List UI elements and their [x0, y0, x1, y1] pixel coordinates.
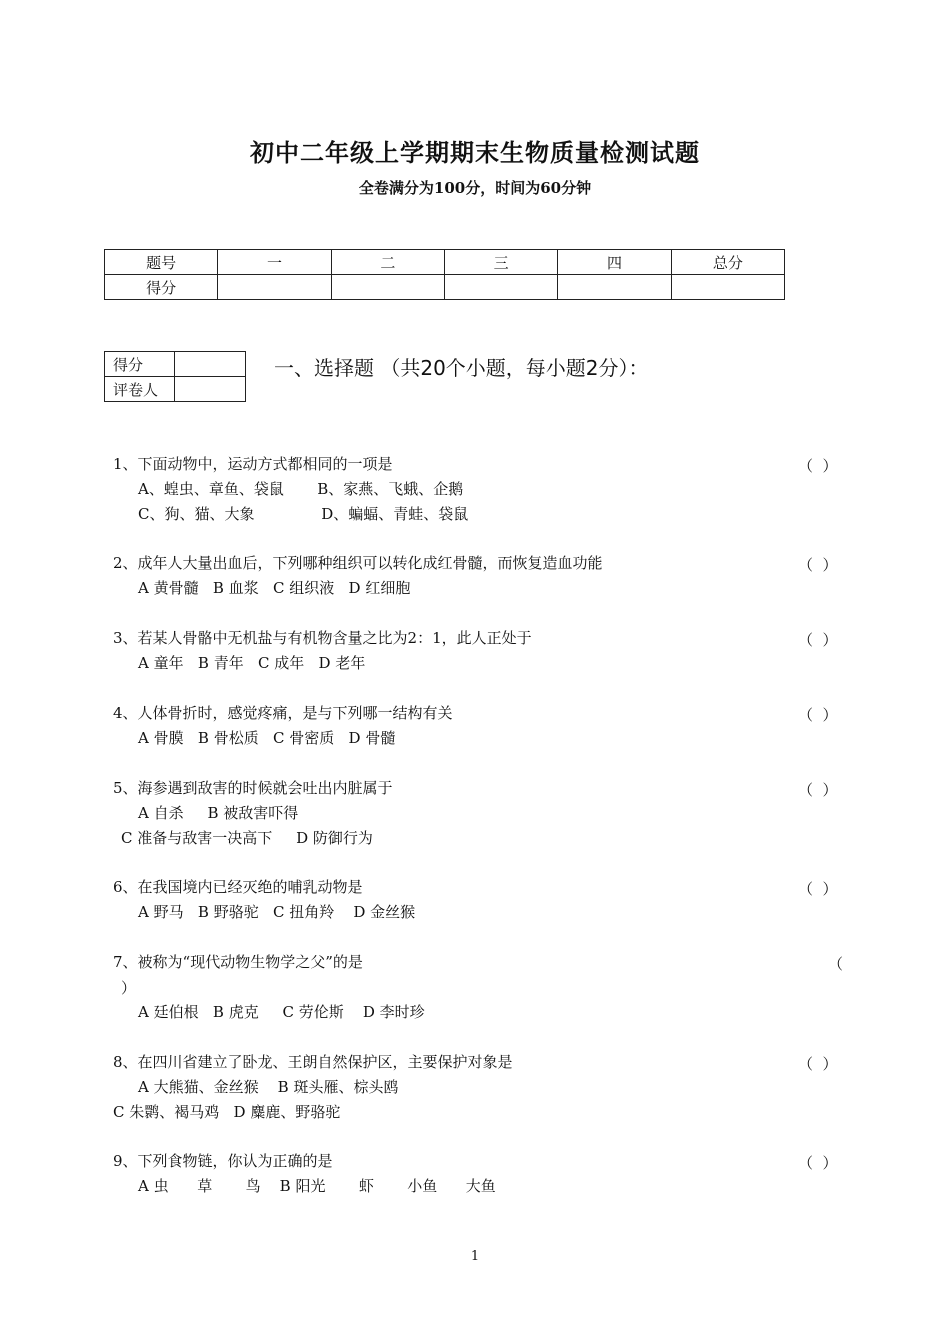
grader-box	[104, 351, 246, 402]
question-4-stem: 4、人体骨折时，感觉疼痛，是与下列哪一结构有关	[113, 704, 453, 722]
question-9-stem: 9、下列食物链，你认为正确的是	[113, 1152, 333, 1170]
table-cell: 得分	[105, 275, 218, 300]
table-row	[105, 250, 785, 275]
question-option-line: A 廷伯根 B 虎克 C 劳伦斯 D 李时珍	[138, 1003, 425, 1021]
question-option-line: A 虫 草 鸟 B 阳光 虾 小鱼 大鱼	[138, 1177, 496, 1195]
answer-paren[interactable]: （ ）	[798, 556, 838, 574]
score-input-cell[interactable]	[331, 275, 444, 300]
grader-score-cell[interactable]	[175, 352, 246, 377]
table-row	[105, 377, 246, 402]
section-heading: 一、选择题 （共20个小题，每小题2分）：	[274, 356, 649, 380]
question-option-line: A 大熊猫、金丝猴 B 斑头雁、棕头鸥	[138, 1078, 399, 1096]
page-number: 1	[470, 1249, 480, 1264]
answer-paren[interactable]: （ ）	[798, 1055, 838, 1073]
answer-paren-close: ）	[121, 979, 137, 997]
question-option-line: A 黄骨髓 B 血浆 C 组织液 D 红细胞	[138, 579, 411, 597]
answer-paren[interactable]: （ ）	[798, 457, 838, 475]
answer-paren[interactable]: （	[828, 955, 844, 973]
grader-name-label: 评卷人	[105, 377, 175, 402]
question-5-stem: 5、海参遇到敌害的时候就会吐出内脏属于	[113, 779, 393, 797]
question-7-stem: 7、被称为“现代动物生物学之父”的是	[113, 953, 363, 971]
table-cell: 三	[444, 250, 557, 275]
answer-paren[interactable]: （ ）	[798, 781, 838, 799]
score-input-cell[interactable]	[558, 275, 671, 300]
answer-paren[interactable]: （ ）	[798, 1154, 838, 1172]
exam-title: 初中二年级上学期期末生物质量检测试题	[250, 138, 700, 167]
question-1-stem: 1、下面动物中，运动方式都相同的一项是	[113, 455, 393, 473]
question-2-stem: 2、成年人大量出血后，下列哪种组织可以转化成红骨髓，而恢复造血功能	[113, 554, 603, 572]
score-input-cell[interactable]	[671, 275, 784, 300]
score-input-cell[interactable]	[444, 275, 557, 300]
question-6-stem: 6、在我国境内已经灭绝的哺乳动物是	[113, 878, 363, 896]
grader-score-label: 得分	[105, 352, 175, 377]
table-cell: 四	[558, 250, 671, 275]
answer-paren[interactable]: （ ）	[798, 706, 838, 724]
question-option-line: C 准备与敌害一决高下 D 防御行为	[121, 829, 373, 847]
question-option-line: C 朱鹮、褐马鸡 D 麋鹿、野骆驼	[113, 1103, 341, 1121]
answer-paren[interactable]: （ ）	[798, 880, 838, 898]
answer-paren[interactable]: （ ）	[798, 631, 838, 649]
score-summary-table	[104, 249, 785, 300]
question-8-stem: 8、在四川省建立了卧龙、王朗自然保护区，主要保护对象是	[113, 1053, 513, 1071]
question-option-line: C、狗、猫、大象 D、蝙蝠、青蛙、袋鼠	[138, 505, 469, 523]
question-option-line: A 自杀 B 被敌害吓得	[138, 804, 299, 822]
question-option-line: A 野马 B 野骆驼 C 扭角羚 D 金丝猴	[138, 903, 416, 921]
question-3-stem: 3、若某人骨骼中无机盐与有机物含量之比为2：1，此人正处于	[113, 629, 532, 647]
exam-subtitle: 全卷满分为100分，时间为60分钟	[358, 179, 592, 197]
question-option-line: A、蝗虫、章鱼、袋鼠 B、家燕、飞蛾、企鹅	[138, 480, 464, 498]
table-cell: 总分	[671, 250, 784, 275]
table-row	[105, 352, 246, 377]
table-cell: 一	[218, 250, 331, 275]
table-cell: 二	[331, 250, 444, 275]
question-option-line: A 骨膜 B 骨松质 C 骨密质 D 骨髓	[138, 729, 396, 747]
question-option-line: A 童年 B 青年 C 成年 D 老年	[138, 654, 366, 672]
table-cell: 题号	[105, 250, 218, 275]
grader-name-cell[interactable]	[175, 377, 246, 402]
table-row	[105, 275, 785, 300]
score-input-cell[interactable]	[218, 275, 331, 300]
